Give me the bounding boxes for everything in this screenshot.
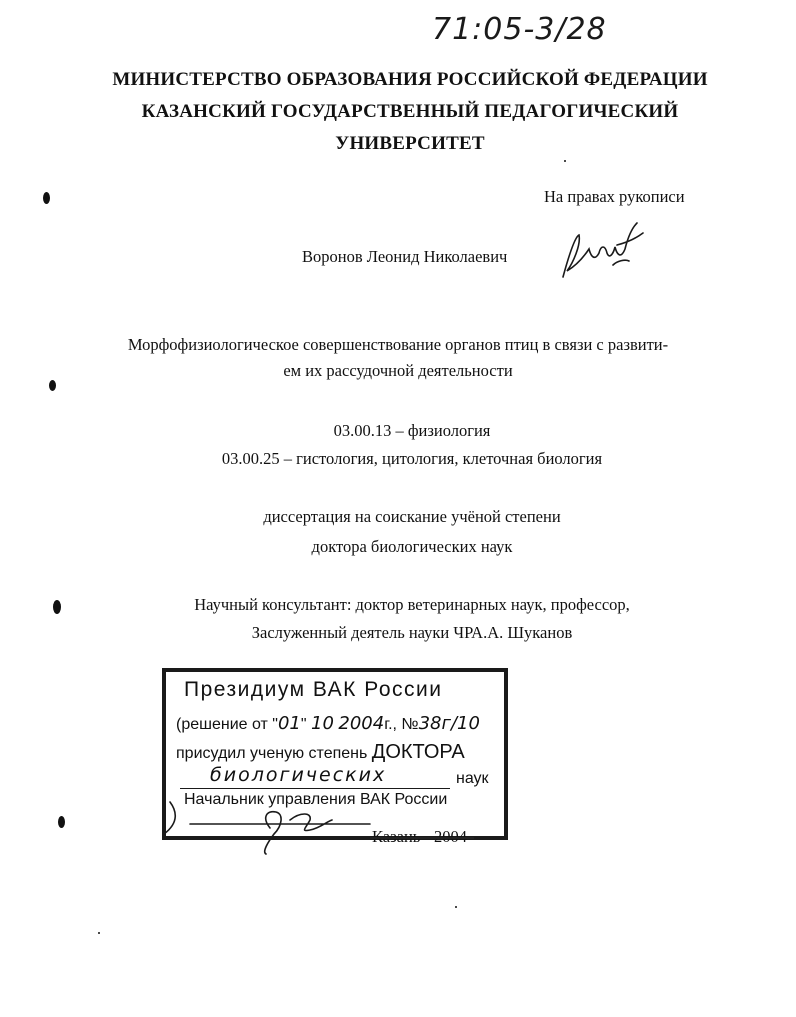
dissertation-title-line-1: Морфофизиологическое совершенствование органов птиц в связи с развити-	[127, 335, 669, 354]
stamp-sciences: наук	[456, 770, 489, 787]
punch-mark	[53, 600, 61, 614]
ministry-line-1: МИНИСТЕРСТВО ОБРАЗОВАНИЯ РОССИЙСКОЙ ФЕДЕРАЦИИ	[112, 69, 708, 90]
university-line-2: УНИВЕРСИТЕТ	[335, 133, 485, 154]
punch-mark	[43, 192, 50, 204]
manuscript-rights: На правах рукописи	[544, 187, 685, 206]
stamp-field-handwritten: биологических	[210, 764, 387, 786]
punch-mark	[49, 380, 56, 391]
stamp-decision-prefix: (решение от "	[176, 716, 278, 733]
consultant-line-2: Заслуженный деятель науки ЧРА.А. Шуканов	[251, 623, 573, 642]
stamp-decision-line	[176, 713, 480, 734]
stamp-decision-number: 38г/10	[418, 713, 480, 734]
university-line-1: КАЗАНСКИЙ ГОСУДАРСТВЕННЫЙ ПЕДАГОГИЧЕСКИЙ	[141, 101, 679, 122]
degree-line-2: доктора биологических наук	[311, 537, 513, 556]
author-name: Воронов Леонид Николаевич	[302, 247, 508, 266]
archive-code: 71:05-3/28	[432, 12, 607, 47]
speck	[564, 160, 566, 162]
city-year-strike	[370, 837, 474, 839]
stamp-decision-day: 01	[277, 713, 301, 734]
degree-line-1: диссертация на соискание учёной степени	[263, 507, 561, 526]
stamp-title: Президиум ВАК России	[184, 678, 443, 701]
stamp-awarded-line	[176, 741, 465, 764]
stamp-decision-year: 2004	[338, 713, 385, 734]
stamp-decision-mid: "	[300, 716, 312, 733]
stamp-signature	[150, 790, 480, 860]
stamp-awarded-label: присудил ученую степень	[176, 745, 368, 762]
speck	[455, 906, 457, 908]
specialty-1: 03.00.13 – физиология	[333, 421, 491, 440]
speck	[98, 932, 100, 934]
stamp-awarded-degree: ДОКТОРА	[371, 741, 465, 763]
stamp-field-underline	[180, 788, 450, 789]
specialty-2: 03.00.25 – гистология, цитология, клеточная биология	[221, 449, 603, 468]
stamp-decision-g: г., №	[384, 716, 419, 733]
stamp-head-label: Начальник управления ВАК России	[184, 791, 448, 808]
punch-mark	[58, 816, 65, 828]
stamp-decision-month: 10	[311, 713, 334, 734]
dissertation-title-line-2: ем их рассудочной деятельности	[283, 361, 513, 380]
author-signature	[555, 215, 650, 285]
consultant-line-1: Научный консультант: доктор ветеринарных наук, профессор,	[194, 595, 630, 614]
